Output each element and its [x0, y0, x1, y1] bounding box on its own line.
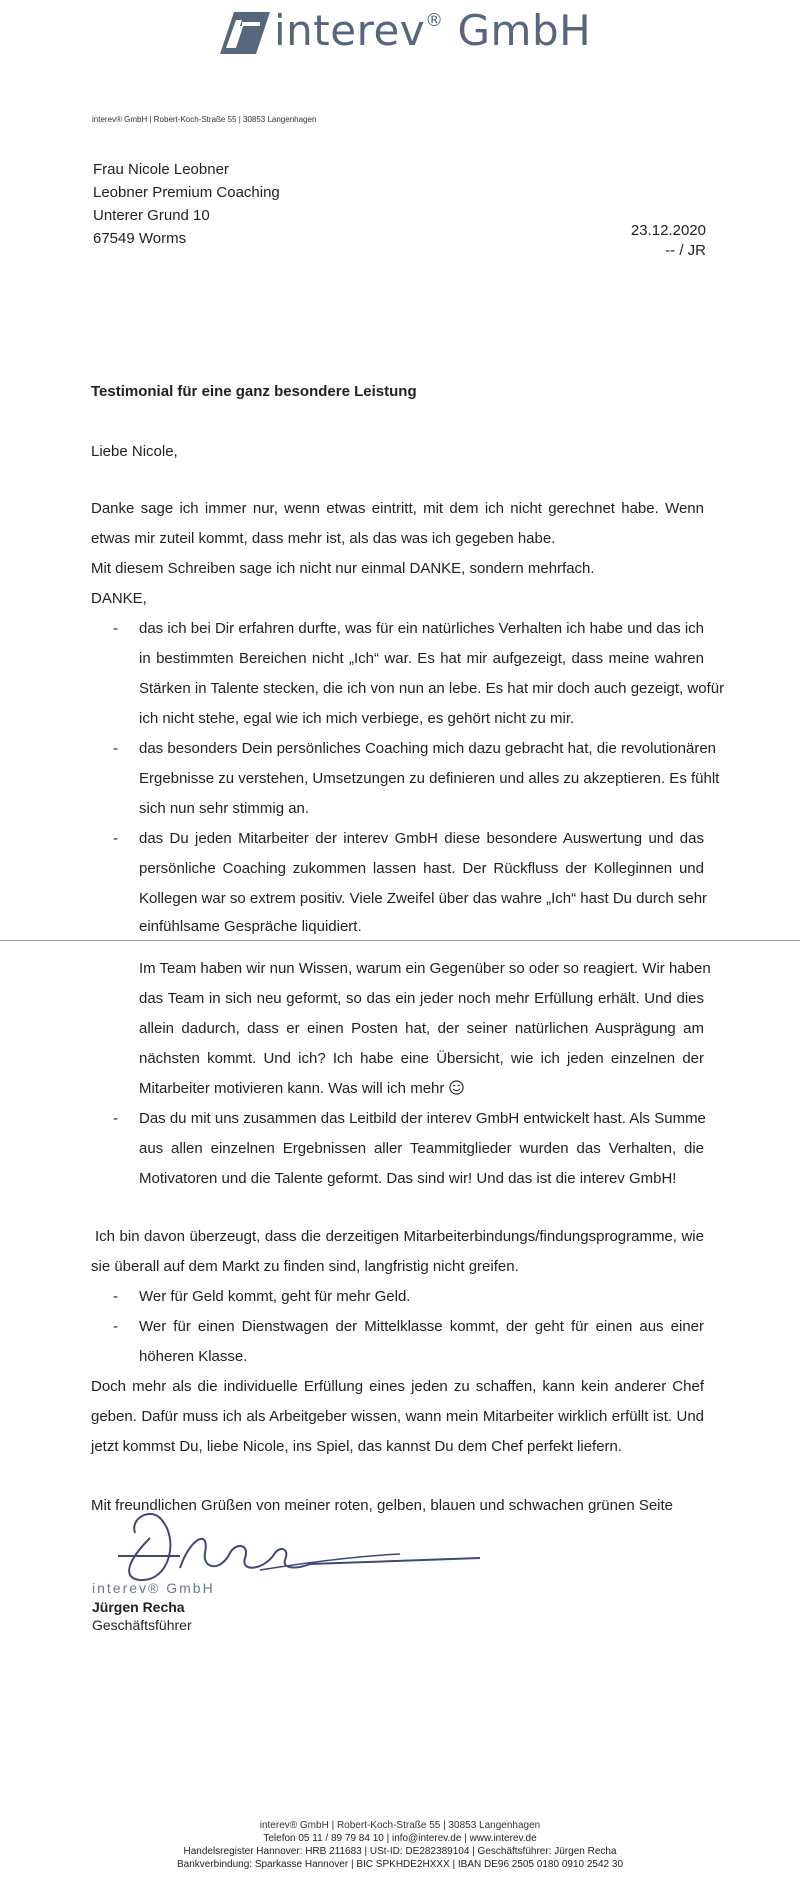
- recipient-city: 67549 Worms: [93, 230, 187, 247]
- bullet-line: Stärken in Talente stecken, die ich von nun an lebe. Es hat mir doch auch gezeigt, wofür: [139, 680, 725, 697]
- footer-line: Bankverbindung: Sparkasse Hannover | BIC SPKHDE2HXXX | IBAN DE96 2505 0180 0910 2542 30: [176, 1859, 624, 1870]
- bullet-marker: -: [113, 1288, 118, 1305]
- body-line: jetzt kommst Du, liebe Nicole, ins Spiel, das kannst Du dem Chef perfekt liefern.: [91, 1438, 623, 1455]
- letter-subject: Testimonial für eine ganz besondere Leistung: [91, 383, 417, 400]
- recipient-street: Unterer Grund 10: [93, 207, 210, 224]
- bullet-line: Ergebnisse zu verstehen, Umsetzungen zu definieren und alles zu akzeptieren. Es fühlt: [139, 770, 720, 787]
- sender-line: interev® GmbH | Robert-Koch-Straße 55 | 30853 Langenhagen: [92, 115, 317, 124]
- bullet-marker: -: [113, 1318, 118, 1335]
- body-line: DANKE,: [91, 590, 147, 607]
- page-divider: [0, 940, 800, 941]
- company-logo: [212, 4, 612, 62]
- logo-mark-icon: [212, 8, 272, 56]
- bullet-marker: -: [113, 1110, 118, 1127]
- signature-company: interev® GmbH: [92, 1580, 215, 1596]
- smiley-icon: [449, 1080, 464, 1095]
- body-line: geben. Dafür muss ich als Arbeitgeber wissen, wann mein Mitarbeiter wirklich erfüllt ist. Und: [91, 1408, 704, 1425]
- bullet-line: sich nun sehr stimmig an.: [139, 800, 310, 817]
- footer-line: Telefon 05 11 / 89 79 84 10 | info@interev.de | www.interev.de: [263, 1833, 537, 1844]
- bullet-line: ich nicht stehe, egal wie ich mich verbiege, es gehört nicht zu mir.: [139, 710, 575, 727]
- handwritten-signature: [110, 1498, 490, 1588]
- bullet-line: Im Team haben wir nun Wissen, warum ein Gegenüber so oder so reagiert. Wir haben: [139, 960, 711, 977]
- bullet-line: allein dadurch, dass er einen Posten hat, der seiner natürlichen Ausprägung am: [139, 1020, 704, 1037]
- signer-role: Geschäftsführer: [92, 1617, 192, 1633]
- bullet-line: das besonders Dein persönliches Coaching mich dazu gebracht hat, die revolutionären: [139, 740, 717, 757]
- salutation: Liebe Nicole,: [91, 443, 178, 460]
- logo-wordmark: interev® GmbH: [274, 6, 592, 55]
- footer-line: interev® GmbH | Robert-Koch-Straße 55 | 30853 Langenhagen: [259, 1820, 541, 1831]
- bullet-line: das Du jeden Mitarbeiter der interev GmbH diese besondere Auswertung und das: [139, 830, 704, 847]
- bullet-marker: -: [113, 740, 118, 757]
- bullet-line: Das du mit uns zusammen das Leitbild der interev GmbH entwickelt hast. Als Summe: [139, 1110, 706, 1127]
- bullet-marker: -: [113, 620, 118, 637]
- letter-reference: -- / JR: [665, 242, 706, 259]
- bullet-line: Kollegen war so extrem positiv. Viele Zweifel über das wahre „Ich“ hast Du durch sehr: [139, 890, 708, 907]
- letter-date: 23.12.2020: [630, 222, 706, 239]
- body-line: Danke sage ich immer nur, wenn etwas eintritt, mit dem ich nicht gerechnet habe. Wenn: [91, 500, 704, 517]
- body-line: Ich bin davon überzeugt, dass die derzeitigen Mitarbeiterbindungs/findungsprogramme, wie: [95, 1228, 704, 1245]
- recipient-company: Leobner Premium Coaching: [93, 184, 280, 201]
- bullet-line: persönliche Coaching zukommen lassen hast. Der Rückfluss der Kolleginnen und: [139, 860, 704, 877]
- bullet-marker: -: [113, 830, 118, 847]
- bullet-line: höheren Klasse.: [139, 1348, 248, 1365]
- bullet-line: Wer für einen Dienstwagen der Mittelklasse kommt, der geht für einen aus einer: [139, 1318, 704, 1335]
- bullet-line: Mitarbeiter motivieren kann. Was will ich mehr: [139, 1080, 704, 1097]
- footer-line: Handelsregister Hannover: HRB 211683 | USt-ID: DE282389104 | Geschäftsführer: Jürgen Recha: [183, 1846, 617, 1857]
- bullet-line: das ich bei Dir erfahren durfte, was für ein natürliches Verhalten ich habe und das ich: [139, 620, 704, 637]
- bullet-line: Wer für Geld kommt, geht für mehr Geld.: [139, 1288, 411, 1305]
- bullet-line: einfühlsame Gespräche liquidiert.: [139, 918, 362, 935]
- body-line: etwas mir zuteil kommt, dass mehr ist, als das was ich gegeben habe.: [91, 530, 556, 547]
- bullet-line: aus allen einzelnen Ergebnissen aller Teammitglieder wurden das Verhalten, die: [139, 1140, 704, 1157]
- bullet-line: Motivatoren und die Talente geformt. Das sind wir! Und das ist die interev GmbH!: [139, 1170, 677, 1187]
- signer-name: Jürgen Recha: [92, 1599, 185, 1615]
- body-line: Mit diesem Schreiben sage ich nicht nur einmal DANKE, sondern mehrfach.: [91, 560, 595, 577]
- body-line: sie überall auf dem Markt zu finden sind, langfristig nicht greifen.: [91, 1258, 519, 1275]
- body-line: Doch mehr als die individuelle Erfüllung eines jeden zu schaffen, kann kein anderer Chef: [91, 1378, 704, 1395]
- recipient-name: Frau Nicole Leobner: [93, 161, 229, 178]
- bullet-line: nächsten kommt. Und ich? Ich habe eine Übersicht, wie ich jeden einzelnen der: [139, 1050, 704, 1067]
- closing-line: Mit freundlichen Grüßen von meiner roten, gelben, blauen und schwachen grünen Seite: [91, 1497, 674, 1514]
- bullet-line: in bestimmten Bereichen nicht „Ich“ war. Es hat mir aufgezeigt, dass meine wahren: [139, 650, 704, 667]
- bullet-line: das Team in sich neu geformt, so das ein jeder noch mehr Erfüllung erhält. Und dies: [139, 990, 704, 1007]
